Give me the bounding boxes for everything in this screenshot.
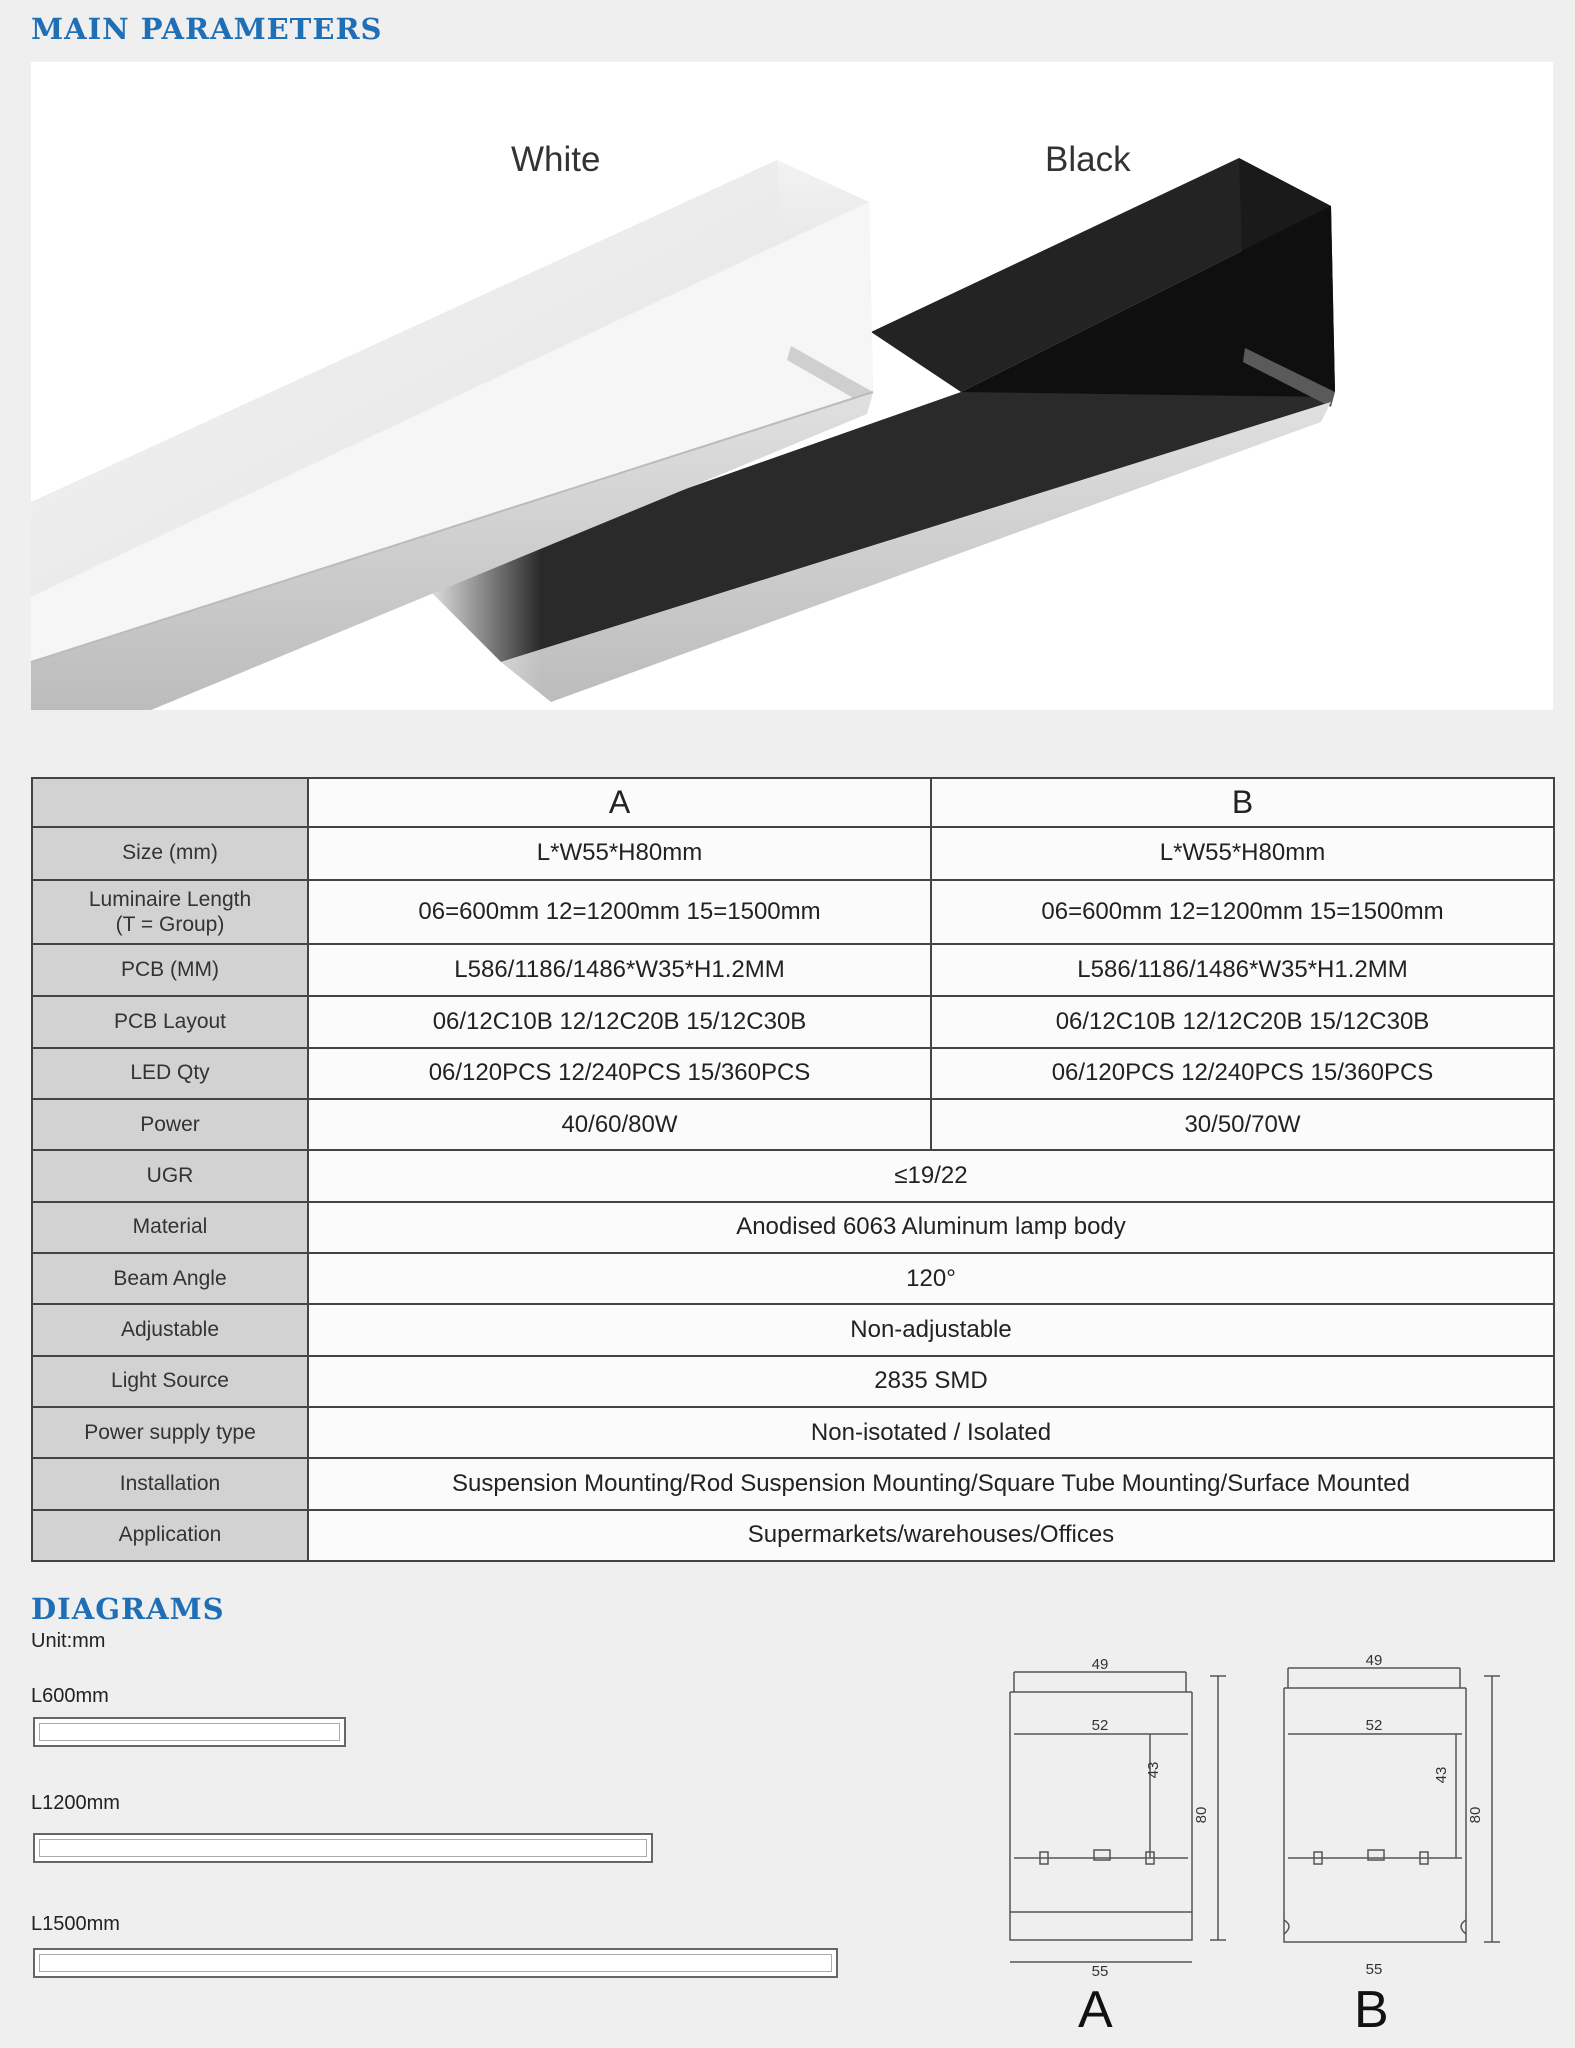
row-label-line: (T = Group) xyxy=(115,912,225,936)
row-label: LED Qty xyxy=(32,1048,308,1099)
cell-merged: 2835 SMD xyxy=(308,1356,1554,1407)
column-header-a: A xyxy=(308,778,931,827)
length-label-1200: L1200mm xyxy=(31,1792,120,1814)
row-label: PCB Layout xyxy=(32,996,308,1047)
dim-inner-height: 43 xyxy=(1433,1766,1450,1784)
profile-diagram-a xyxy=(1000,1650,1240,2039)
row-label: Beam Angle xyxy=(32,1253,308,1304)
table-row xyxy=(32,1304,1554,1355)
row-label xyxy=(32,880,308,944)
cell-b: 06/120PCS 12/240PCS 15/360PCS xyxy=(931,1048,1554,1099)
cell-b: L586/1186/1486*W35*H1.2MM xyxy=(931,944,1554,996)
diagrams-heading: DIAGRAMS xyxy=(31,1592,225,1626)
length-bar-inner xyxy=(39,1839,647,1857)
cell-a: 06/12C10B 12/12C20B 15/12C30B xyxy=(308,996,931,1047)
length-label-1500: L1500mm xyxy=(31,1913,120,1935)
row-label: Power supply type xyxy=(32,1407,308,1458)
table-row xyxy=(32,1202,1554,1253)
dim-inner-width: 52 xyxy=(1091,1717,1109,1734)
parameters-table xyxy=(31,777,1555,1562)
profile-dimensions-a xyxy=(1000,1650,1240,1990)
length-bar-1200 xyxy=(33,1833,653,1863)
row-label: Installation xyxy=(32,1458,308,1509)
cell-a: L*W55*H80mm xyxy=(308,827,931,879)
cell-merged: Anodised 6063 Aluminum lamp body xyxy=(308,1202,1554,1253)
product-photo xyxy=(31,62,1553,710)
row-label: Application xyxy=(32,1510,308,1562)
cell-merged: Non-adjustable xyxy=(308,1304,1554,1355)
cell-merged: Suspension Mounting/Rod Suspension Mounting/Square Tube Mounting/Surface Mounted xyxy=(308,1458,1554,1509)
cell-merged: ≤19/22 xyxy=(308,1150,1554,1201)
cell-merged: Supermarkets/warehouses/Offices xyxy=(308,1510,1554,1562)
table-row xyxy=(32,880,1554,944)
profile-dimensions-b xyxy=(1274,1650,1514,1990)
white-variant-label: White xyxy=(511,140,601,179)
row-label: Material xyxy=(32,1202,308,1253)
dim-height: 80 xyxy=(1467,1806,1484,1824)
row-label: Adjustable xyxy=(32,1304,308,1355)
dim-top-width: 49 xyxy=(1091,1656,1109,1673)
table-row xyxy=(32,1407,1554,1458)
dim-inner-width: 52 xyxy=(1365,1717,1383,1734)
black-variant-label: Black xyxy=(1045,140,1131,179)
table-corner-cell xyxy=(32,778,308,827)
column-header-b: B xyxy=(931,778,1554,827)
table-row xyxy=(32,1458,1554,1509)
unit-label: Unit:mm xyxy=(31,1630,106,1652)
cell-b: L*W55*H80mm xyxy=(931,827,1554,879)
table-row xyxy=(32,1253,1554,1304)
cell-b: 30/50/70W xyxy=(931,1099,1554,1150)
table-header-row xyxy=(32,778,1554,827)
length-label-600: L600mm xyxy=(31,1685,109,1707)
table-row xyxy=(32,827,1554,879)
row-label: PCB (MM) xyxy=(32,944,308,996)
dim-inner-height: 43 xyxy=(1145,1761,1162,1779)
dim-bottom-width: 55 xyxy=(1365,1961,1383,1978)
cell-a: 06=600mm 12=1200mm 15=1500mm xyxy=(308,880,931,944)
cell-a: 40/60/80W xyxy=(308,1099,931,1150)
table-row xyxy=(32,1048,1554,1099)
dim-top-width: 49 xyxy=(1365,1652,1383,1669)
table-row xyxy=(32,996,1554,1047)
table-row xyxy=(32,1356,1554,1407)
table-row xyxy=(32,944,1554,996)
profile-diagram-b xyxy=(1274,1650,1514,2039)
cell-merged: 120° xyxy=(308,1253,1554,1304)
cell-b: 06=600mm 12=1200mm 15=1500mm xyxy=(931,880,1554,944)
length-bar-1500 xyxy=(33,1948,838,1978)
length-bar-inner xyxy=(39,1723,340,1741)
table-row xyxy=(32,1099,1554,1150)
row-label: Light Source xyxy=(32,1356,308,1407)
profile-letter-a: A xyxy=(1078,1981,1113,2039)
table-row xyxy=(32,1510,1554,1562)
dim-bottom-width: 55 xyxy=(1091,1963,1109,1980)
luminaire-render xyxy=(31,62,1553,710)
cell-b: 06/12C10B 12/12C20B 15/12C30B xyxy=(931,996,1554,1047)
profile-letter-b: B xyxy=(1354,1981,1389,2039)
row-label: Size (mm) xyxy=(32,827,308,879)
length-bar-inner xyxy=(39,1954,832,1972)
main-parameters-heading: MAIN PARAMETERS xyxy=(31,12,383,46)
cell-a: L586/1186/1486*W35*H1.2MM xyxy=(308,944,931,996)
length-bar-600 xyxy=(33,1717,346,1747)
table-row xyxy=(32,1150,1554,1201)
row-label: UGR xyxy=(32,1150,308,1201)
cell-a: 06/120PCS 12/240PCS 15/360PCS xyxy=(308,1048,931,1099)
dim-height: 80 xyxy=(1193,1806,1210,1824)
row-label-line: Luminaire Length xyxy=(88,887,252,911)
row-label: Power xyxy=(32,1099,308,1150)
cell-merged: Non-isotated / Isolated xyxy=(308,1407,1554,1458)
